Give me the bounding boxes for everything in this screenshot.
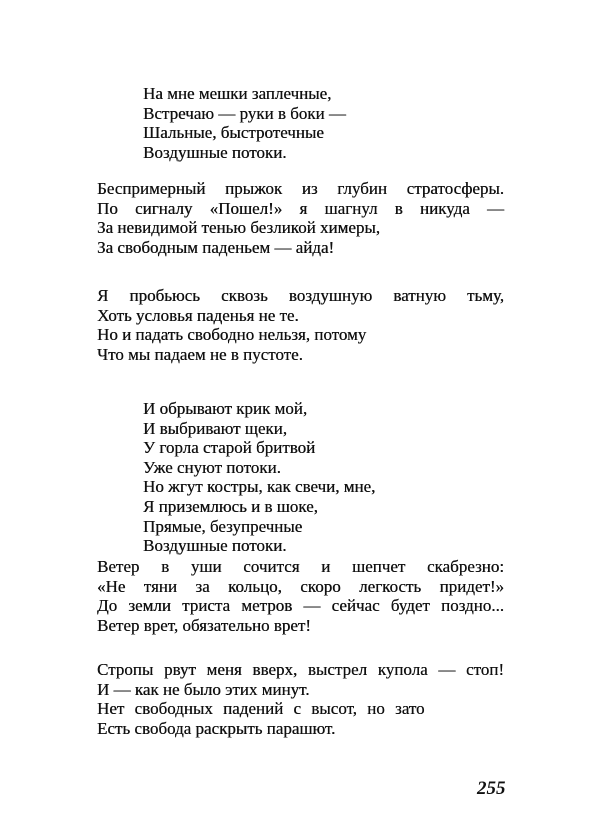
verse-line: И выбривают щеки, [143, 418, 287, 438]
verse-line: Беспримерный прыжок из глубин стратосферы. [97, 179, 504, 198]
stanza-4 [143, 399, 375, 556]
verse-line: И обрывают крик мой, [143, 399, 308, 418]
verse-line: Прямые, безупречные [143, 516, 303, 536]
verse-line: «Не тяни за кольцо, скоро легкость придет!» [97, 576, 504, 596]
verse-line: И — как не было этих минут. [97, 679, 310, 699]
verse-line: Хоть условья паденья не те. [97, 305, 299, 325]
verse-line: Но и падать свободно нельзя, потому [97, 325, 367, 345]
verse-line: Но жгут костры, как свечи, мне, [143, 477, 376, 497]
page-number: 255 [477, 778, 506, 799]
verse-line: На мне мешки заплечные, [143, 84, 332, 103]
verse-line: У горла старой бритвой [143, 438, 316, 458]
verse-line: Я приземлюсь и в шоке, [143, 496, 318, 516]
verse-line: Уже снуют потоки. [143, 457, 281, 477]
verse-line: Есть свобода раскрыть парашют. [97, 718, 336, 738]
verse-line: Что мы падаем не в пустоте. [97, 344, 303, 364]
verse-line: По сигналу «Пошел!» я шагнул в никуда — [97, 198, 504, 218]
stanza-1 [143, 84, 346, 162]
verse-line: Стропы рвут меня вверх, выстрел купола — стоп! [97, 660, 504, 679]
verse-line: За невидимой тенью безликой химеры, [97, 218, 380, 238]
stanza-2 [97, 179, 504, 257]
verse-line: Ветер в уши сочится и шепчет скабрезно: [97, 557, 504, 576]
verse-line: Воздушные потоки. [143, 536, 287, 556]
verse-line: Воздушные потоки. [143, 142, 287, 162]
stanza-3 [97, 286, 504, 364]
verse-line: Шальные, быстротечные [143, 123, 324, 143]
verse-line: Нет свободных падений с высот, но зато [97, 699, 425, 719]
verse-line: За свободным паденьем — айда! [97, 237, 335, 257]
verse-line: Ветер врет, обязательно врет! [97, 615, 311, 635]
verse-line: Встречаю — руки в боки — [143, 103, 346, 123]
stanza-6 [97, 660, 504, 738]
stanza-5 [97, 557, 504, 635]
verse-line: Я пробьюсь сквозь воздушную ватную тьму, [97, 286, 504, 305]
verse-line: До земли триста метров — сейчас будет поздно... [97, 596, 504, 616]
